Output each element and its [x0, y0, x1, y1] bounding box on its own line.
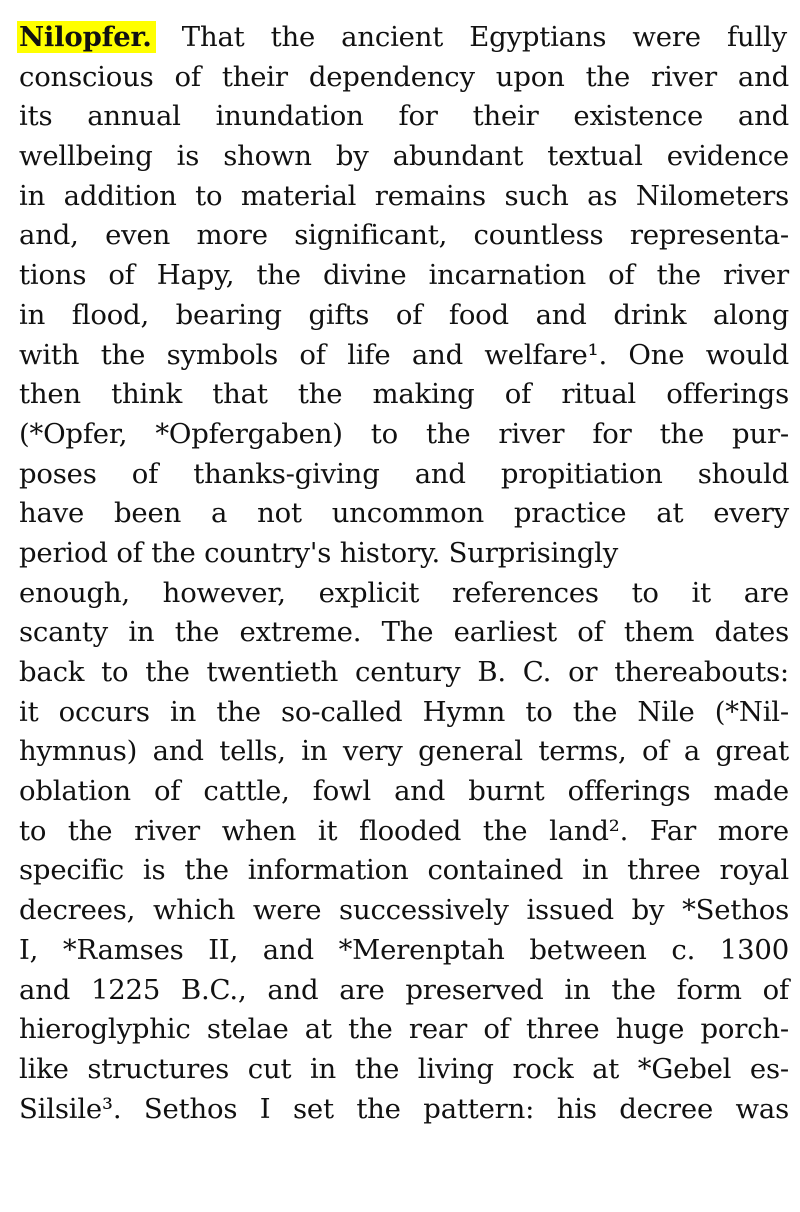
- text-line: in addition to material remains such as Nilometers: [19, 179, 789, 212]
- text-line: it occurs in the so-called Hymn to the Nile (*Nil-: [19, 695, 789, 728]
- text-line: with the symbols of life and welfare¹. One would: [19, 338, 789, 371]
- text-line: I, *Ramses II, and *Merenptah between c. 1300: [19, 933, 789, 966]
- text-line: then think that the making of ritual offerings: [19, 378, 789, 411]
- body-text: [19, 58, 789, 1130]
- document-page: [19, 18, 789, 1129]
- text-line: Silsile³. Sethos I set the pattern: his decree was: [19, 1092, 789, 1125]
- text-line: back to the twentieth century B. C. or thereabouts:: [19, 656, 789, 688]
- text-line: specific is the information contained in three royal: [19, 854, 789, 887]
- text-line: conscious of their dependency upon the river and: [19, 60, 789, 93]
- text-line: and 1225 B.C., and are preserved in the form of: [19, 973, 789, 1006]
- text-line: hieroglyphic stelae at the rear of three huge porch-: [19, 1013, 789, 1046]
- text-line: period of the country's history. Surprisingly: [19, 536, 619, 569]
- text-line: (*Opfer, *Opfergaben) to the river for the pur-: [19, 417, 789, 450]
- text-line: decrees, which were successively issued by *Sethos: [19, 894, 789, 927]
- text-line: have been a not uncommon practice at every: [19, 497, 789, 530]
- text-line: to the river when it flooded the land². Far more: [19, 814, 789, 847]
- headword-highlight: Nilopfer.: [17, 21, 156, 53]
- text-line: like structures cut in the living rock at *Gebel es-: [19, 1052, 789, 1085]
- text-line: its annual inundation for their existence and: [19, 100, 789, 133]
- text-line: enough, however, explicit references to it are: [19, 576, 789, 609]
- text-line: [19, 18, 789, 58]
- text-line: and, even more significant, countless representa-: [19, 219, 789, 252]
- text-line: scanty in the extreme. The earliest of them dates: [19, 616, 789, 649]
- text-line: in flood, bearing gifts of food and drink along: [19, 298, 789, 331]
- text-line: tions of Hapy, the divine incarnation of the river: [19, 259, 789, 292]
- text-line: hymnus) and tells, in very general terms, of a great: [19, 735, 789, 768]
- text-line: oblation of cattle, fowl and burnt offerings made: [19, 775, 789, 808]
- text-line: poses of thanks-giving and propitiation should: [19, 457, 789, 490]
- text-line-content: That the ancient Egyptians were fully: [181, 21, 787, 53]
- text-line: wellbeing is shown by abundant textual evidence: [19, 140, 789, 173]
